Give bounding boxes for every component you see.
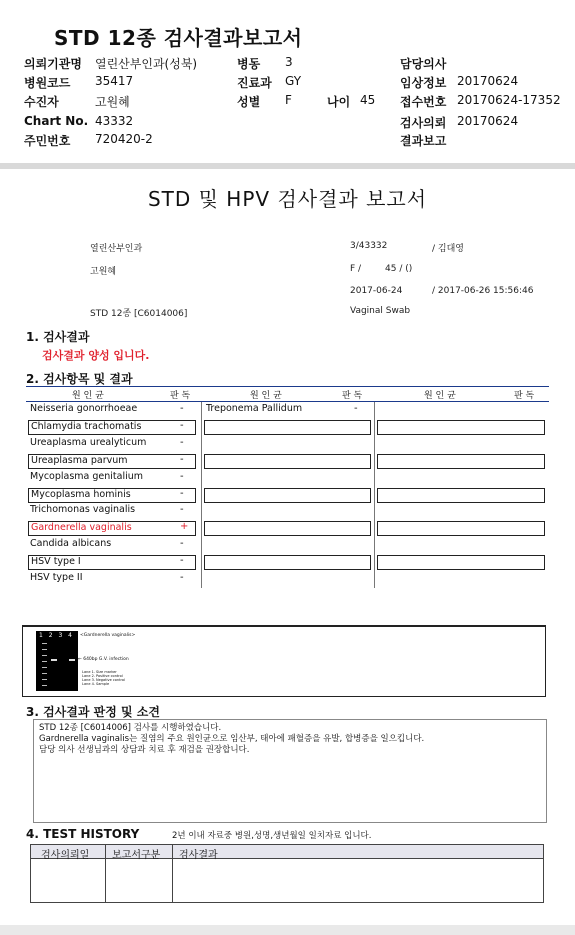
- info-date-received: 2017-06-24: [350, 286, 403, 296]
- empty-result-box: [377, 454, 545, 469]
- empty-result-box: [377, 521, 545, 536]
- pathogen-result: -: [180, 555, 184, 566]
- history-divider-2: [172, 845, 173, 858]
- header-value-department: GY: [285, 74, 302, 88]
- history-table-body: [30, 859, 544, 903]
- header-label-clinic: 의뢰기관명: [24, 57, 82, 71]
- findings-line-3: 담당 의사 선생님과의 상담과 치료 후 재검을 권장합니다.: [39, 745, 250, 755]
- pathogen-result: -: [180, 504, 184, 515]
- pathogen-row: Candida albicans: [30, 538, 112, 549]
- info-patient: 고원혜: [90, 267, 117, 277]
- col1-judgement-header: 판 독: [170, 391, 191, 401]
- header-label-id-number: 주민번호: [24, 134, 71, 148]
- pathogen-row: Chlamydia trachomatis: [28, 420, 196, 435]
- pathogen-result: -: [180, 488, 184, 499]
- header-label-clinical-info: 임상정보: [400, 76, 447, 90]
- header-value-test-request: 20170624: [457, 114, 519, 128]
- footer-strip: [0, 925, 575, 935]
- gel-band-sample: [69, 659, 75, 661]
- history-divider-1: [105, 845, 106, 858]
- pathogen-row-treponema: Treponema Pallidum: [206, 403, 303, 414]
- history-body-divider-1: [105, 859, 106, 902]
- pathogen-result: -: [180, 420, 184, 431]
- findings-box: [33, 719, 547, 823]
- header-label-department: 진료과: [237, 76, 272, 90]
- header-value-patient: 고원혜: [95, 95, 130, 109]
- gel-band-label: ← 640bp G.V. infection: [78, 657, 129, 662]
- gel-electrophoresis-image: [36, 631, 78, 691]
- col3-judgement-header: 판 독: [514, 391, 535, 401]
- pathogen-result: -: [180, 437, 184, 448]
- header-label-sex: 성별: [237, 95, 261, 109]
- empty-result-box: [204, 555, 371, 570]
- gel-marker-lane: [42, 643, 47, 687]
- info-doctor: / 김대영: [432, 244, 464, 254]
- header-label-test-request: 검사의뢰: [400, 116, 447, 130]
- findings-line-1: STD 12종 [C6014006] 검사를 시행하였습니다.: [39, 723, 222, 733]
- info-clinic: 열린산부인과: [90, 244, 143, 254]
- pathogen-row: Ureaplasma urealyticum: [30, 437, 147, 448]
- pathogen-row: Mycoplasma genitalium: [30, 471, 144, 482]
- header-label-receipt-no: 접수번호: [400, 95, 447, 109]
- empty-result-box: [204, 488, 371, 503]
- pathogen-result: -: [180, 403, 184, 414]
- section1-result: 검사결과 양성 입니다.: [42, 349, 150, 362]
- header-value-chart-no: 43332: [95, 114, 134, 128]
- pathogen-result: -: [180, 538, 184, 549]
- empty-result-box: [377, 420, 545, 435]
- col2-judgement-header: 판 독: [342, 391, 363, 401]
- gel-lane-numbers: 1 2 3 4: [39, 632, 74, 639]
- gel-band-positive: [51, 659, 57, 661]
- header-separator: [0, 163, 575, 169]
- report-title: STD 12종 검사결과보고서: [54, 26, 303, 50]
- pathogen-row: Ureaplasma parvum: [28, 454, 196, 469]
- section3-heading: 3. 검사결과 판정 및 소견: [26, 705, 160, 719]
- table-divider-1: [201, 402, 202, 588]
- table-header-col1: [26, 386, 202, 402]
- header-label-patient: 수진자: [24, 95, 59, 109]
- pathogen-row: HSV type II: [30, 572, 83, 583]
- col1-pathogen-header: 원 인 균: [72, 391, 104, 401]
- report-subtitle: STD 및 HPV 검사결과 보고서: [147, 187, 428, 211]
- header-label-age: 나이: [327, 95, 351, 109]
- header-value-sex: F: [285, 93, 292, 107]
- header-value-ward: 3: [285, 55, 293, 69]
- empty-result-box: [204, 420, 371, 435]
- info-specimen: Vaginal Swab: [350, 306, 411, 316]
- pathogen-row: Neisseria gonorrhoeae: [30, 403, 138, 414]
- table-divider-2: [374, 402, 375, 588]
- history-note: 2년 이내 자료중 병원,성명,생년월일 일치자료 입니다.: [172, 831, 372, 841]
- pathogen-row: Gardnerella vaginalis: [28, 521, 196, 536]
- gel-title: <Gardnerella vaginalis>: [80, 633, 136, 638]
- header-label-chart-no: Chart No.: [24, 114, 89, 128]
- pathogen-result: -: [180, 572, 184, 583]
- pathogen-result: +: [180, 521, 189, 532]
- history-col-request-date: 검사의뢰일: [41, 850, 90, 861]
- info-chart-doctor: 3/43332: [350, 241, 388, 251]
- section4-heading: 4. TEST HISTORY: [26, 827, 140, 841]
- col3-pathogen-header: 원 인 균: [424, 391, 456, 401]
- header-value-receipt-no: 20170624-17352: [457, 93, 561, 107]
- pathogen-row: Trichomonas vaginalis: [30, 504, 136, 515]
- history-table-header: [30, 844, 544, 859]
- info-age: 45 / (): [385, 264, 413, 274]
- pathogen-row: HSV type I: [28, 555, 196, 570]
- header-value-clinic: 열린산부인과(성북): [95, 57, 198, 71]
- info-date-reported: / 2017-06-26 15:56:46: [432, 286, 534, 296]
- findings-line-2: Gardnerella vaginalis는 질염의 주요 원인균으로 임산부, 태아에 패혈증을 유발, 합병증을 일으킵니다.: [39, 734, 425, 744]
- header-value-hospital-code: 35417: [95, 74, 134, 88]
- header-label-ward: 병동: [237, 57, 261, 71]
- pathogen-result: -: [180, 471, 184, 482]
- pathogen-result-treponema: -: [354, 403, 358, 414]
- header-label-doctor: 담당의사: [400, 57, 447, 71]
- table-header-col3: [374, 386, 549, 402]
- header-value-id-number: 720420-2: [95, 132, 153, 146]
- header-label-hospital-code: 병원코드: [24, 76, 71, 90]
- empty-result-box: [377, 555, 545, 570]
- header-value-clinical-info: 20170624: [457, 74, 519, 88]
- history-col-report-type: 보고서구분: [112, 850, 161, 861]
- section2-heading: 2. 검사항목 및 결과: [26, 372, 133, 386]
- empty-result-box: [204, 521, 371, 536]
- history-col-result: 검사결과: [179, 850, 218, 861]
- history-body-divider-2: [172, 859, 173, 902]
- header-value-age: 45: [360, 93, 376, 107]
- gel-legend: Lane 1. Size marker Lane 2. Positive control Lane 3. Negative control Lane 4. Sample: [82, 670, 125, 686]
- empty-result-box: [377, 488, 545, 503]
- table-header-col2: [202, 386, 374, 402]
- pathogen-row: Mycoplasma hominis: [28, 488, 196, 503]
- empty-result-box: [204, 454, 371, 469]
- info-sex: F /: [350, 264, 362, 274]
- header-label-result-report: 결과보고: [400, 134, 447, 148]
- section1-heading: 1. 검사결과: [26, 330, 90, 344]
- pathogen-result: -: [180, 454, 184, 465]
- col2-pathogen-header: 원 인 균: [250, 391, 282, 401]
- info-test: STD 12종 [C6014006]: [90, 309, 188, 319]
